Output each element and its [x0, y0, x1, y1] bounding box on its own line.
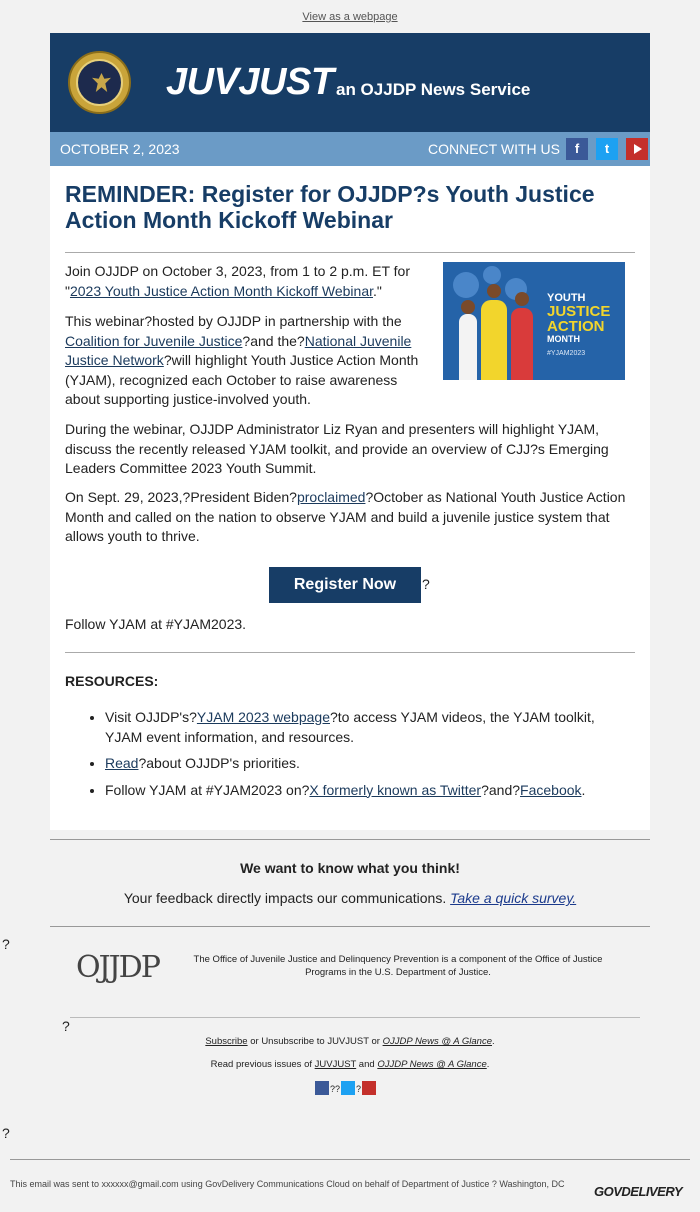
issue-date: OCTOBER 2, 2023: [60, 141, 180, 157]
divider: [10, 1159, 690, 1160]
brand-subtitle: an OJJDP News Service: [336, 80, 531, 99]
twitter-icon[interactable]: t: [596, 138, 618, 160]
paragraph-webinar: This webinar?hosted by OJJDP in partnership with the Coalition for Juvenile Justice?and the?National Juvenile Justice Network?will highlight Youth Justice Action Month (YJAM), recognized each October to raise awareness about supporting justice-involved youth.: [65, 313, 419, 407]
yjam-webpage-link[interactable]: YJAM 2023 webpage: [196, 709, 330, 725]
youtube-icon[interactable]: [362, 1081, 376, 1095]
connect-label: CONNECT WITH US: [428, 141, 560, 157]
image-text-youth: YOUTH: [547, 292, 586, 304]
ojjdp-logo: OJJDP: [76, 950, 159, 985]
twitter-icon[interactable]: [341, 1081, 355, 1095]
view-as-webpage-link[interactable]: View as a webpage: [302, 11, 398, 23]
header-banner: [50, 33, 650, 132]
resources-list: [105, 708, 625, 807]
news-glance-link[interactable]: OJJDP News @ A Glance: [382, 1036, 492, 1047]
divider: [65, 652, 635, 653]
facebook-icon[interactable]: f: [566, 138, 588, 160]
youtube-icon[interactable]: [626, 138, 648, 160]
paragraph-proclamation: On Sept. 29, 2023,?President Biden?proclaimed?October as National Youth Justice Action Month and called on the nation to observe YJAM and build a juvenile justice system that allows youth to thrive.: [65, 489, 626, 544]
proclaimed-link[interactable]: proclaimed: [296, 489, 366, 505]
news-glance-link-2[interactable]: OJJDP News @ A Glance: [377, 1059, 487, 1070]
doj-seal-logo: [68, 51, 131, 114]
image-text-month: MONTH: [547, 334, 580, 344]
placeholder-char: ??: [330, 1084, 341, 1094]
govdelivery-logo: GOVDELIVERY: [594, 1184, 683, 1199]
subscribe-line: Subscribe or Unsubscribe to JUVJUST or OJJDP News @ A Glance.: [205, 1036, 495, 1047]
feedback-heading: We want to know what you think!: [240, 860, 460, 876]
brand-title: JUVJUST: [166, 61, 334, 103]
facebook-icon[interactable]: [315, 1081, 329, 1095]
list-item: • Read?about OJJDP's priorities.: [105, 754, 625, 774]
facebook-link[interactable]: Facebook: [520, 781, 582, 798]
juvjust-link[interactable]: JUVJUST: [314, 1059, 357, 1070]
divider: [50, 839, 650, 840]
follow-text: Follow YJAM at #YJAM2023.: [65, 616, 247, 632]
sent-notice: This email was sent to xxxxxx@gmail.com using GovDelivery Communications Cloud on behalf of Department of Justice ? Washington, DC: [10, 1179, 565, 1189]
placeholder-char: ?: [2, 1125, 10, 1141]
ojjdp-about: The Office of Juvenile Justice and Delinquency Prevention is a component of the Office of Justice Programs in the U.S. Department of Justice.: [193, 954, 603, 978]
date-bar: [50, 132, 650, 166]
read-link[interactable]: Read: [105, 755, 139, 771]
placeholder-char: ?: [356, 1084, 362, 1094]
placeholder-char: ?: [62, 1018, 70, 1034]
article-title: REMINDER: Register for OJJDP?s Youth Justice Action Month Kickoff Webinar: [65, 181, 595, 233]
list-item: • Visit OJJDP's?YJAM 2023 webpage?to access YJAM videos, the YJAM toolkit, YJAM event information, and resources.: [105, 708, 625, 747]
resources-heading: RESOURCES:: [65, 673, 159, 689]
divider: [50, 926, 650, 927]
placeholder-char: ?: [422, 576, 430, 592]
image-text-hashtag: #YJAM2023: [547, 350, 586, 357]
placeholder-char: ?: [2, 936, 10, 952]
register-now-button[interactable]: Register Now: [269, 567, 421, 603]
yjam-image: [443, 262, 625, 380]
paragraph-details: During the webinar, OJJDP Administrator Liz Ryan and presenters will highlight YJAM, discuss the recently released YJAM toolkit, and provide an overview of CJJ?s Emerging Leaders Committee 2023 Youth Summit.: [65, 421, 609, 476]
divider: [65, 252, 635, 253]
newsletter-card: [50, 33, 650, 830]
cjj-link[interactable]: Coalition for Juvenile Justice: [65, 332, 243, 349]
feedback-text: Your feedback directly impacts our communications. Take a quick survey.: [123, 890, 577, 906]
subscribe-link[interactable]: Subscribe: [205, 1036, 248, 1047]
survey-link[interactable]: Take a quick survey.: [450, 890, 577, 906]
njjn-link[interactable]: National Juvenile Justice Network: [65, 332, 412, 368]
previous-issues-line: Read previous issues of JUVJUST and OJJDP News @ A Glance.: [210, 1059, 490, 1070]
view-as-webpage: [0, 11, 700, 23]
list-item: • Follow YJAM at #YJAM2023 on?X formerly known as Twitter?and?Facebook.: [105, 781, 625, 801]
paragraph-intro: Join OJJDP on October 3, 2023, from 1 to 2 p.m. ET for "2023 Youth Justice Action Month Kickoff Webinar.": [65, 263, 410, 299]
twitter-link[interactable]: X formerly known as Twitter: [309, 781, 482, 798]
divider: [70, 1017, 640, 1018]
webinar-link[interactable]: 2023 Youth Justice Action Month Kickoff Webinar: [69, 282, 374, 299]
image-text-justice-action: JUSTICE ACTION: [547, 303, 611, 335]
